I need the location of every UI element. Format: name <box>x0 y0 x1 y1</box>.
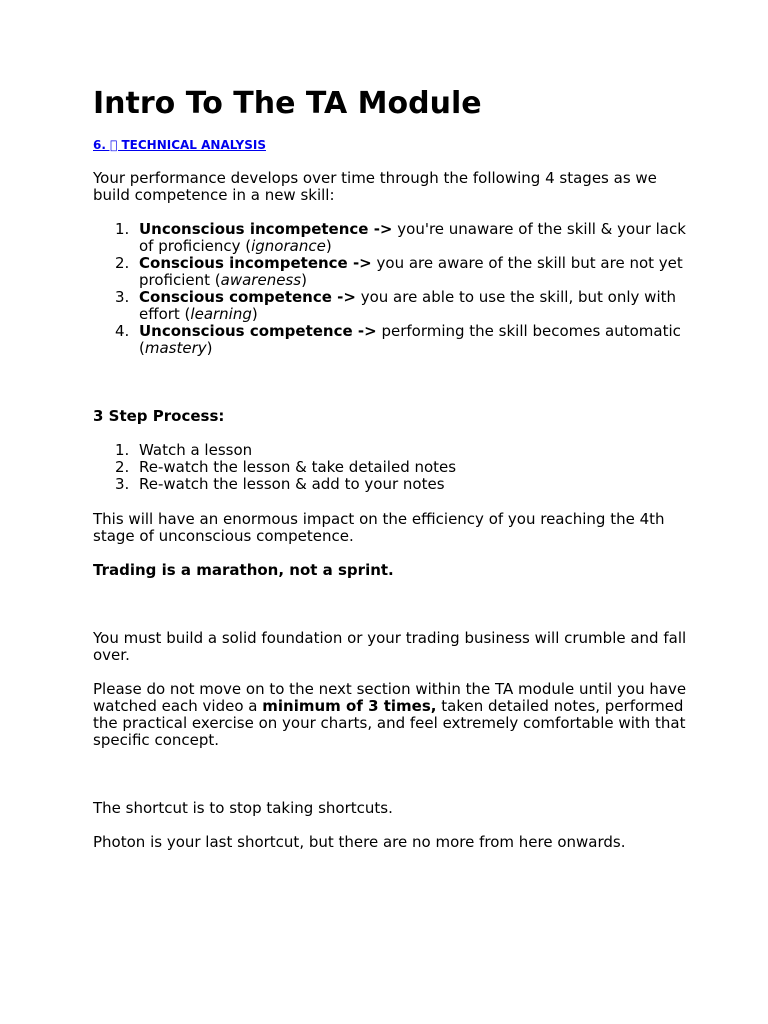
list-number: 2. <box>115 458 130 476</box>
instructions-emphasis: minimum of 3 times, <box>262 697 437 715</box>
stages-list <box>93 221 693 357</box>
process-heading <box>93 408 693 425</box>
step-text: Re-watch the lesson & take detailed notes <box>139 458 457 476</box>
list-number: 1. <box>115 441 130 459</box>
stage-end: ) <box>301 271 307 289</box>
instructions-text-end: taken detailed notes, performed the practical exercise on your charts, and feel extremely comfortable with that specific concept. <box>93 697 686 749</box>
photon-paragraph: Photon is your last shortcut, but there are no more from here onwards. <box>93 833 626 851</box>
list-item <box>93 221 693 255</box>
list-number: 3. <box>115 475 130 493</box>
page-title: Intro To The TA Module <box>93 86 482 121</box>
stage-term: Unconscious incompetence -> <box>139 220 393 238</box>
stage-term: Unconscious competence -> <box>139 322 377 340</box>
list-number: 3. <box>115 288 130 306</box>
stage-keyword: learning <box>190 305 252 323</box>
marathon-paragraph <box>93 562 693 579</box>
list-number: 1. <box>115 220 130 238</box>
impact-paragraph: This will have an enormous impact on the efficiency of you reaching the 4th stage of unconscious competence. <box>93 510 665 545</box>
shortcut-paragraph: The shortcut is to stop taking shortcuts. <box>93 799 393 817</box>
list-item <box>93 289 693 323</box>
list-number: 2. <box>115 254 130 272</box>
foundation-paragraph: You must build a solid foundation or your trading business will crumble and fall over. <box>93 629 687 664</box>
steps-list <box>93 442 693 493</box>
stage-end: ) <box>206 339 213 357</box>
stage-keyword: ignorance <box>251 237 326 255</box>
stage-description: performing the skill becomes automatic ( <box>139 322 681 357</box>
instructions-text-start: Please do not move on to the next section within the TA module until you have watched each video a <box>93 680 687 715</box>
process-heading-text: 3 Step Process: <box>93 407 225 425</box>
stage-end: ) <box>251 305 258 323</box>
list-item <box>93 255 693 289</box>
stage-description: you're unaware of the skill & your lack of proficiency ( <box>139 220 686 255</box>
stage-description: you are able to use the skill, but only with effort ( <box>139 288 677 323</box>
marathon-text: Trading is a marathon, not a sprint. <box>93 561 394 579</box>
stage-term: Conscious incompetence -> <box>139 254 372 272</box>
stage-end: ) <box>325 237 332 255</box>
stage-keyword: mastery <box>144 339 207 357</box>
step-text: Re-watch the lesson & add to your notes <box>139 475 445 493</box>
stage-term: Conscious competence -> <box>139 288 356 306</box>
stage-keyword: awareness <box>220 271 302 289</box>
list-item <box>93 323 693 357</box>
instructions-paragraph <box>93 681 693 749</box>
list-item <box>93 442 693 459</box>
step-text: Watch a lesson <box>139 441 253 459</box>
list-item <box>93 476 693 493</box>
list-number: 4. <box>115 322 130 340</box>
intro-paragraph: Your performance develops over time through the following 4 stages as we build competence in a new skill: <box>93 169 657 204</box>
list-item <box>93 459 693 476</box>
section-link-technical-analysis[interactable]: 6. TECHNICAL ANALYSIS <box>93 138 255 152</box>
stage-description: you are aware of the skill but are not yet proficient ( <box>139 254 683 289</box>
